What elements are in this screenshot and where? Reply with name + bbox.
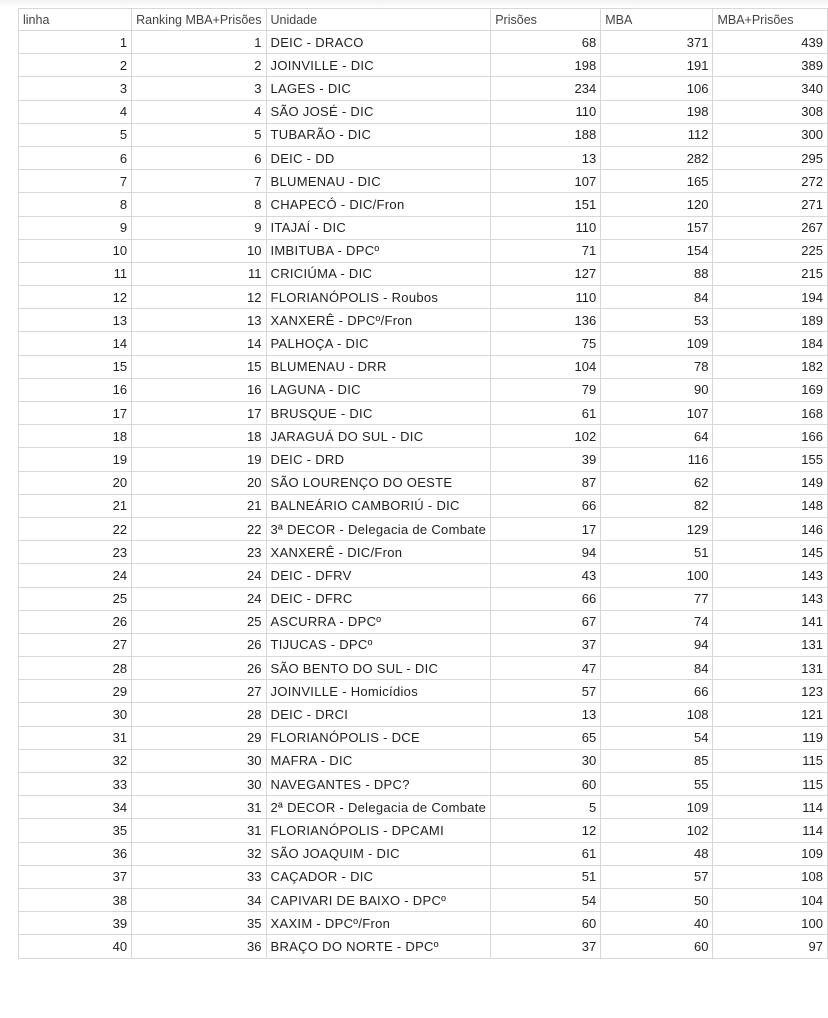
ranking-cell[interactable]: 12 <box>132 286 266 309</box>
unidade-cell[interactable]: XANXERÊ - DIC/Fron <box>266 541 491 564</box>
table-row <box>19 912 828 935</box>
unidade-cell[interactable]: XANXERÊ - DPCº/Fron <box>266 309 491 332</box>
unidade-cell[interactable]: CHAPECÓ - DIC/Fron <box>266 193 491 216</box>
unidade-cell[interactable]: IMBITUBA - DPCº <box>266 239 491 262</box>
table-row <box>19 935 828 958</box>
unidade-cell[interactable]: JOINVILLE - Homicídios <box>266 680 491 703</box>
mba-cell[interactable]: 94 <box>601 633 713 656</box>
ranking-cell[interactable]: 9 <box>132 216 266 239</box>
mba-prisoes-cell[interactable]: 131 <box>713 633 828 656</box>
mba-cell[interactable]: 53 <box>601 309 713 332</box>
linha-cell[interactable]: 11 <box>19 262 132 285</box>
linha-cell[interactable]: 34 <box>19 796 132 819</box>
mba-cell[interactable]: 78 <box>601 355 713 378</box>
header-cell-ranking[interactable]: Ranking MBA+Prisões <box>132 9 266 31</box>
mba-cell[interactable]: 77 <box>601 587 713 610</box>
unidade-cell[interactable]: BRAÇO DO NORTE - DPCº <box>266 935 491 958</box>
top-edge <box>0 0 828 8</box>
ranking-cell[interactable]: 31 <box>132 796 266 819</box>
linha-cell[interactable]: 7 <box>19 170 132 193</box>
prisoes-cell[interactable]: 39 <box>491 448 601 471</box>
ranking-cell[interactable]: 30 <box>132 773 266 796</box>
linha-cell[interactable]: 29 <box>19 680 132 703</box>
linha-cell[interactable]: 40 <box>19 935 132 958</box>
mba-prisoes-cell[interactable]: 271 <box>713 193 828 216</box>
mba-cell[interactable]: 40 <box>601 912 713 935</box>
ranking-cell[interactable]: 3 <box>132 77 266 100</box>
ranking-cell[interactable]: 23 <box>132 541 266 564</box>
table-row <box>19 193 828 216</box>
table-row <box>19 100 828 123</box>
unidade-cell[interactable]: DEIC - DFRC <box>266 587 491 610</box>
linha-cell[interactable]: 6 <box>19 146 132 169</box>
mba-prisoes-cell[interactable]: 115 <box>713 749 828 772</box>
prisoes-cell[interactable]: 127 <box>491 262 601 285</box>
header-cell-prisoes[interactable]: Prisões <box>491 9 601 31</box>
mba-prisoes-cell[interactable]: 225 <box>713 239 828 262</box>
linha-cell[interactable]: 28 <box>19 657 132 680</box>
ranking-cell[interactable]: 14 <box>132 332 266 355</box>
mba-prisoes-cell[interactable]: 439 <box>713 31 828 54</box>
mba-prisoes-cell[interactable]: 272 <box>713 170 828 193</box>
mba-cell[interactable]: 109 <box>601 796 713 819</box>
prisoes-cell[interactable]: 12 <box>491 819 601 842</box>
mba-cell[interactable]: 100 <box>601 564 713 587</box>
mba-cell[interactable]: 57 <box>601 865 713 888</box>
linha-cell[interactable]: 33 <box>19 773 132 796</box>
ranking-cell[interactable]: 35 <box>132 912 266 935</box>
unidade-cell[interactable]: 2ª DECOR - Delegacia de Combate <box>266 796 491 819</box>
unidade-cell[interactable]: CRICIÚMA - DIC <box>266 262 491 285</box>
mba-prisoes-cell[interactable]: 340 <box>713 77 828 100</box>
mba-cell[interactable]: 116 <box>601 448 713 471</box>
ranking-cell[interactable]: 31 <box>132 819 266 842</box>
table-row <box>19 31 828 54</box>
linha-cell[interactable]: 24 <box>19 564 132 587</box>
prisoes-cell[interactable]: 66 <box>491 494 601 517</box>
mba-cell[interactable]: 107 <box>601 402 713 425</box>
mba-cell[interactable]: 157 <box>601 216 713 239</box>
table-row <box>19 146 828 169</box>
table-row <box>19 286 828 309</box>
mba-cell[interactable]: 102 <box>601 819 713 842</box>
mba-prisoes-cell[interactable]: 215 <box>713 262 828 285</box>
unidade-cell[interactable]: DEIC - DRCI <box>266 703 491 726</box>
table-row <box>19 332 828 355</box>
mba-prisoes-cell[interactable]: 182 <box>713 355 828 378</box>
linha-cell[interactable]: 21 <box>19 494 132 517</box>
linha-cell[interactable]: 9 <box>19 216 132 239</box>
linha-cell[interactable]: 14 <box>19 332 132 355</box>
table-row <box>19 239 828 262</box>
linha-cell[interactable]: 15 <box>19 355 132 378</box>
prisoes-cell[interactable]: 54 <box>491 888 601 911</box>
mba-cell[interactable]: 198 <box>601 100 713 123</box>
mba-prisoes-cell[interactable]: 114 <box>713 796 828 819</box>
prisoes-cell[interactable]: 79 <box>491 378 601 401</box>
mba-cell[interactable]: 60 <box>601 935 713 958</box>
table-row <box>19 77 828 100</box>
mba-prisoes-cell[interactable]: 141 <box>713 610 828 633</box>
linha-cell[interactable]: 27 <box>19 633 132 656</box>
prisoes-cell[interactable]: 30 <box>491 749 601 772</box>
ranking-cell[interactable]: 24 <box>132 587 266 610</box>
mba-cell[interactable]: 106 <box>601 77 713 100</box>
unidade-cell[interactable]: XAXIM - DPCº/Fron <box>266 912 491 935</box>
table-row <box>19 703 828 726</box>
linha-cell[interactable]: 4 <box>19 100 132 123</box>
mba-prisoes-cell[interactable]: 308 <box>713 100 828 123</box>
mba-cell[interactable]: 82 <box>601 494 713 517</box>
mba-cell[interactable]: 129 <box>601 517 713 540</box>
table-row <box>19 309 828 332</box>
table-row <box>19 564 828 587</box>
mba-cell[interactable]: 66 <box>601 680 713 703</box>
linha-cell[interactable]: 10 <box>19 239 132 262</box>
prisoes-cell[interactable]: 136 <box>491 309 601 332</box>
table-row <box>19 796 828 819</box>
mba-prisoes-cell[interactable]: 121 <box>713 703 828 726</box>
table-row <box>19 170 828 193</box>
unidade-cell[interactable]: CAÇADOR - DIC <box>266 865 491 888</box>
unidade-cell[interactable]: SÃO LOURENÇO DO OESTE <box>266 471 491 494</box>
linha-cell[interactable]: 26 <box>19 610 132 633</box>
mba-prisoes-cell[interactable]: 97 <box>713 935 828 958</box>
prisoes-cell[interactable]: 61 <box>491 402 601 425</box>
unidade-cell[interactable]: JOINVILLE - DIC <box>266 54 491 77</box>
table-row <box>19 749 828 772</box>
ranking-cell[interactable]: 15 <box>132 355 266 378</box>
unidade-cell[interactable]: DEIC - DRACO <box>266 31 491 54</box>
ranking-cell[interactable]: 2 <box>132 54 266 77</box>
unidade-cell[interactable]: LAGUNA - DIC <box>266 378 491 401</box>
prisoes-cell[interactable]: 61 <box>491 842 601 865</box>
mba-cell[interactable]: 64 <box>601 425 713 448</box>
linha-cell[interactable]: 20 <box>19 471 132 494</box>
mba-cell[interactable]: 54 <box>601 726 713 749</box>
table-row <box>19 471 828 494</box>
unidade-cell[interactable]: FLORIANÓPOLIS - Roubos <box>266 286 491 309</box>
table-row <box>19 54 828 77</box>
ranking-cell[interactable]: 22 <box>132 517 266 540</box>
ranking-cell[interactable]: 24 <box>132 564 266 587</box>
unidade-cell[interactable]: CAPIVARI DE BAIXO - DPCº <box>266 888 491 911</box>
linha-cell[interactable]: 16 <box>19 378 132 401</box>
table-row <box>19 726 828 749</box>
prisoes-cell[interactable]: 37 <box>491 935 601 958</box>
ranking-cell[interactable]: 5 <box>132 123 266 146</box>
prisoes-cell[interactable]: 107 <box>491 170 601 193</box>
mba-cell[interactable]: 282 <box>601 146 713 169</box>
ranking-cell[interactable]: 33 <box>132 865 266 888</box>
mba-prisoes-cell[interactable]: 143 <box>713 587 828 610</box>
linha-cell[interactable]: 37 <box>19 865 132 888</box>
linha-cell[interactable]: 25 <box>19 587 132 610</box>
mba-prisoes-cell[interactable]: 104 <box>713 888 828 911</box>
prisoes-cell[interactable]: 17 <box>491 517 601 540</box>
mba-cell[interactable]: 84 <box>601 286 713 309</box>
mba-prisoes-cell[interactable]: 149 <box>713 471 828 494</box>
ranking-cell[interactable]: 26 <box>132 633 266 656</box>
ranking-cell[interactable]: 28 <box>132 703 266 726</box>
mba-prisoes-cell[interactable]: 169 <box>713 378 828 401</box>
mba-cell[interactable]: 88 <box>601 262 713 285</box>
table-row <box>19 888 828 911</box>
unidade-cell[interactable]: JARAGUÁ DO SUL - DIC <box>266 425 491 448</box>
mba-prisoes-cell[interactable]: 108 <box>713 865 828 888</box>
table-row <box>19 773 828 796</box>
linha-cell[interactable]: 22 <box>19 517 132 540</box>
prisoes-cell[interactable]: 234 <box>491 77 601 100</box>
mba-cell[interactable]: 112 <box>601 123 713 146</box>
prisoes-cell[interactable]: 188 <box>491 123 601 146</box>
linha-cell[interactable]: 13 <box>19 309 132 332</box>
mba-cell[interactable]: 50 <box>601 888 713 911</box>
linha-cell[interactable]: 19 <box>19 448 132 471</box>
mba-prisoes-cell[interactable]: 168 <box>713 402 828 425</box>
ranking-cell[interactable]: 30 <box>132 749 266 772</box>
mba-prisoes-cell[interactable]: 123 <box>713 680 828 703</box>
linha-cell[interactable]: 18 <box>19 425 132 448</box>
unidade-cell[interactable]: ITAJAÍ - DIC <box>266 216 491 239</box>
table-row <box>19 633 828 656</box>
unidade-cell[interactable]: SÃO BENTO DO SUL - DIC <box>266 657 491 680</box>
prisoes-cell[interactable]: 13 <box>491 146 601 169</box>
unidade-cell[interactable]: DEIC - DD <box>266 146 491 169</box>
linha-cell[interactable]: 38 <box>19 888 132 911</box>
table-row <box>19 610 828 633</box>
ranking-cell[interactable]: 19 <box>132 448 266 471</box>
mba-prisoes-cell[interactable]: 184 <box>713 332 828 355</box>
ranking-cell[interactable]: 10 <box>132 239 266 262</box>
prisoes-cell[interactable]: 60 <box>491 912 601 935</box>
mba-prisoes-cell[interactable]: 143 <box>713 564 828 587</box>
prisoes-cell[interactable]: 110 <box>491 100 601 123</box>
table-row <box>19 402 828 425</box>
table-row <box>19 819 828 842</box>
unidade-cell[interactable]: BLUMENAU - DRR <box>266 355 491 378</box>
unidade-cell[interactable]: MAFRA - DIC <box>266 749 491 772</box>
mba-prisoes-cell[interactable]: 194 <box>713 286 828 309</box>
prisoes-cell[interactable]: 71 <box>491 239 601 262</box>
mba-cell[interactable]: 165 <box>601 170 713 193</box>
linha-cell[interactable]: 5 <box>19 123 132 146</box>
prisoes-cell[interactable]: 37 <box>491 633 601 656</box>
prisoes-cell[interactable]: 43 <box>491 564 601 587</box>
unidade-cell[interactable]: BALNEÁRIO CAMBORIÚ - DIC <box>266 494 491 517</box>
mba-cell[interactable]: 154 <box>601 239 713 262</box>
linha-cell[interactable]: 3 <box>19 77 132 100</box>
prisoes-cell[interactable]: 68 <box>491 31 601 54</box>
prisoes-cell[interactable]: 13 <box>491 703 601 726</box>
mba-prisoes-cell[interactable]: 267 <box>713 216 828 239</box>
mba-prisoes-cell[interactable]: 114 <box>713 819 828 842</box>
linha-cell[interactable]: 39 <box>19 912 132 935</box>
table-row <box>19 865 828 888</box>
prisoes-cell[interactable]: 110 <box>491 286 601 309</box>
header-cell-unidade[interactable]: Unidade <box>266 9 491 31</box>
prisoes-cell[interactable]: 198 <box>491 54 601 77</box>
ranking-cell[interactable]: 34 <box>132 888 266 911</box>
table-row <box>19 262 828 285</box>
unidade-cell[interactable]: NAVEGANTES - DPC? <box>266 773 491 796</box>
prisoes-cell[interactable]: 94 <box>491 541 601 564</box>
linha-cell[interactable]: 32 <box>19 749 132 772</box>
unidade-cell[interactable]: FLORIANÓPOLIS - DCE <box>266 726 491 749</box>
unidade-cell[interactable]: TIJUCAS - DPCº <box>266 633 491 656</box>
mba-prisoes-cell[interactable]: 300 <box>713 123 828 146</box>
mba-prisoes-cell[interactable]: 189 <box>713 309 828 332</box>
prisoes-cell[interactable]: 65 <box>491 726 601 749</box>
mba-cell[interactable]: 371 <box>601 31 713 54</box>
table-row <box>19 541 828 564</box>
ranking-cell[interactable]: 25 <box>132 610 266 633</box>
mba-prisoes-cell[interactable]: 109 <box>713 842 828 865</box>
table-row <box>19 657 828 680</box>
linha-cell[interactable]: 17 <box>19 402 132 425</box>
unidade-cell[interactable]: DEIC - DRD <box>266 448 491 471</box>
linha-cell[interactable]: 30 <box>19 703 132 726</box>
table-body <box>19 31 828 959</box>
ranking-cell[interactable]: 16 <box>132 378 266 401</box>
ranking-cell[interactable]: 26 <box>132 657 266 680</box>
table-row <box>19 448 828 471</box>
prisoes-cell[interactable]: 47 <box>491 657 601 680</box>
unidade-cell[interactable]: SÃO JOAQUIM - DIC <box>266 842 491 865</box>
prisoes-cell[interactable]: 102 <box>491 425 601 448</box>
mba-cell[interactable]: 90 <box>601 378 713 401</box>
prisoes-cell[interactable]: 67 <box>491 610 601 633</box>
mba-cell[interactable]: 191 <box>601 54 713 77</box>
mba-prisoes-cell[interactable]: 145 <box>713 541 828 564</box>
linha-cell[interactable]: 31 <box>19 726 132 749</box>
prisoes-cell[interactable]: 110 <box>491 216 601 239</box>
table-row <box>19 216 828 239</box>
prisoes-cell[interactable]: 51 <box>491 865 601 888</box>
mba-prisoes-cell[interactable]: 155 <box>713 448 828 471</box>
prisoes-cell[interactable]: 60 <box>491 773 601 796</box>
ranking-cell[interactable]: 32 <box>132 842 266 865</box>
unidade-cell[interactable]: SÃO JOSÉ - DIC <box>266 100 491 123</box>
mba-cell[interactable]: 74 <box>601 610 713 633</box>
prisoes-cell[interactable]: 66 <box>491 587 601 610</box>
ranking-cell[interactable]: 1 <box>132 31 266 54</box>
mba-prisoes-cell[interactable]: 100 <box>713 912 828 935</box>
unidade-cell[interactable]: BLUMENAU - DIC <box>266 170 491 193</box>
prisoes-cell[interactable]: 75 <box>491 332 601 355</box>
mba-cell[interactable]: 62 <box>601 471 713 494</box>
ranking-cell[interactable]: 36 <box>132 935 266 958</box>
unidade-cell[interactable]: 3ª DECOR - Delegacia de Combate <box>266 517 491 540</box>
mba-cell[interactable]: 84 <box>601 657 713 680</box>
table-row <box>19 587 828 610</box>
header-row <box>19 9 828 31</box>
mba-cell[interactable]: 109 <box>601 332 713 355</box>
mba-prisoes-cell[interactable]: 146 <box>713 517 828 540</box>
spreadsheet-table <box>18 8 828 959</box>
linha-cell[interactable]: 36 <box>19 842 132 865</box>
prisoes-cell[interactable]: 5 <box>491 796 601 819</box>
ranking-cell[interactable]: 6 <box>132 146 266 169</box>
linha-cell[interactable]: 1 <box>19 31 132 54</box>
linha-cell[interactable]: 35 <box>19 819 132 842</box>
header-cell-linha[interactable]: linha <box>19 9 132 31</box>
prisoes-cell[interactable]: 87 <box>491 471 601 494</box>
linha-cell[interactable]: 12 <box>19 286 132 309</box>
ranking-cell[interactable]: 21 <box>132 494 266 517</box>
linha-cell[interactable]: 23 <box>19 541 132 564</box>
table-row <box>19 378 828 401</box>
mba-prisoes-cell[interactable]: 131 <box>713 657 828 680</box>
ranking-cell[interactable]: 8 <box>132 193 266 216</box>
ranking-cell[interactable]: 17 <box>132 402 266 425</box>
ranking-cell[interactable]: 18 <box>132 425 266 448</box>
ranking-cell[interactable]: 13 <box>132 309 266 332</box>
mba-prisoes-cell[interactable]: 119 <box>713 726 828 749</box>
ranking-cell[interactable]: 20 <box>132 471 266 494</box>
ranking-cell[interactable]: 4 <box>132 100 266 123</box>
mba-cell[interactable]: 85 <box>601 749 713 772</box>
ranking-cell[interactable]: 7 <box>132 170 266 193</box>
table-row <box>19 842 828 865</box>
table-row <box>19 680 828 703</box>
unidade-cell[interactable]: BRUSQUE - DIC <box>266 402 491 425</box>
table-row <box>19 494 828 517</box>
mba-cell[interactable]: 55 <box>601 773 713 796</box>
table-row <box>19 355 828 378</box>
mba-cell[interactable]: 48 <box>601 842 713 865</box>
header-cell-mba-prisoes[interactable]: MBA+Prisões <box>713 9 828 31</box>
prisoes-cell[interactable]: 151 <box>491 193 601 216</box>
mba-prisoes-cell[interactable]: 148 <box>713 494 828 517</box>
prisoes-cell[interactable]: 57 <box>491 680 601 703</box>
mba-cell[interactable]: 120 <box>601 193 713 216</box>
mba-prisoes-cell[interactable]: 295 <box>713 146 828 169</box>
unidade-cell[interactable]: DEIC - DFRV <box>266 564 491 587</box>
ranking-cell[interactable]: 29 <box>132 726 266 749</box>
unidade-cell[interactable]: ASCURRA - DPCº <box>266 610 491 633</box>
table-row <box>19 123 828 146</box>
unidade-cell[interactable]: TUBARÃO - DIC <box>266 123 491 146</box>
mba-prisoes-cell[interactable]: 166 <box>713 425 828 448</box>
prisoes-cell[interactable]: 104 <box>491 355 601 378</box>
unidade-cell[interactable]: FLORIANÓPOLIS - DPCAMI <box>266 819 491 842</box>
ranking-cell[interactable]: 11 <box>132 262 266 285</box>
header-cell-mba[interactable]: MBA <box>601 9 713 31</box>
mba-cell[interactable]: 108 <box>601 703 713 726</box>
table-row <box>19 517 828 540</box>
table-row <box>19 425 828 448</box>
unidade-cell[interactable]: PALHOÇA - DIC <box>266 332 491 355</box>
mba-cell[interactable]: 51 <box>601 541 713 564</box>
mba-prisoes-cell[interactable]: 115 <box>713 773 828 796</box>
ranking-cell[interactable]: 27 <box>132 680 266 703</box>
mba-prisoes-cell[interactable]: 389 <box>713 54 828 77</box>
linha-cell[interactable]: 8 <box>19 193 132 216</box>
linha-cell[interactable]: 2 <box>19 54 132 77</box>
unidade-cell[interactable]: LAGES - DIC <box>266 77 491 100</box>
